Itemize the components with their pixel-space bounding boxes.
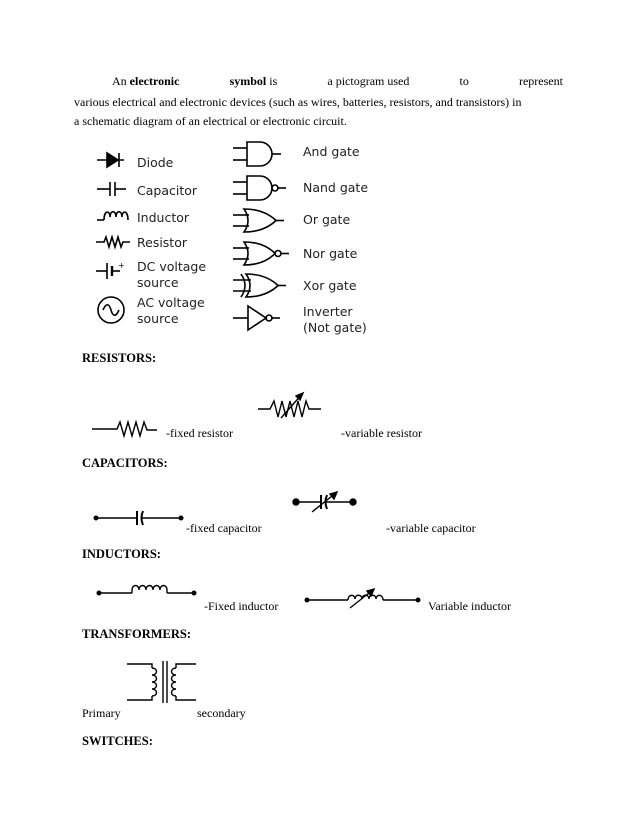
intro-line-3: a schematic diagram of an electrical or electronic circuit. [74,114,347,128]
legend-label-and-gate: And gate [303,144,360,159]
legend-label-inductor: Inductor [137,210,190,225]
fixed-inductor-icon [97,586,196,595]
fixed-resistor-icon [92,422,157,436]
intro-symbol: symbol is [229,74,278,88]
fixed-capacitor-icon [94,511,183,525]
heading-inductors: INDUCTORS: [82,547,161,561]
variable-inductor-icon [305,589,420,608]
legend-label-dc-source: DC voltage [137,259,207,274]
variable-resistor-label: -variable resistor [341,426,422,440]
legend-label-ac-source-2: source [137,311,179,326]
legend-label-nor-gate: Nor gate [303,246,358,261]
legend-label-ac-source: AC voltage [137,295,205,310]
dc-plus-sign: + [118,261,125,270]
intro-represent: represent [518,74,563,88]
intro-to: to [459,74,469,88]
legend-label-diode: Diode [137,155,174,170]
fixed-capacitor-label: -fixed capacitor [186,521,262,535]
fixed-resistor-label: -fixed resistor [166,426,233,440]
legend-label-resistor: Resistor [137,235,187,250]
fixed-inductor-label: -Fixed inductor [204,599,279,613]
primary-label: Primary [82,706,121,720]
variable-capacitor-label: -variable capacitor [386,521,476,535]
legend-label-inverter-2: (Not gate) [303,320,367,335]
heading-switches: SWITCHES: [82,734,153,748]
transformer-icon [127,661,196,703]
intro-pictogram: a pictogram used [327,74,410,88]
intro-line-2: various electrical and electronic devices (such as wires, batteries, resistors, and transistors) in [74,95,522,109]
intro-an: An electronic [112,74,180,88]
variable-capacitor-icon [293,492,356,512]
legend-label-capacitor: Capacitor [137,183,198,198]
heading-transformers: TRANSFORMERS: [82,627,192,641]
legend-label-dc-source-2: source [137,275,179,290]
heading-resistors: RESISTORS: [82,351,157,365]
legend-label-inverter: Inverter [303,304,353,319]
variable-inductor-label: Variable inductor [428,599,511,613]
legend-label-nand-gate: Nand gate [303,180,369,195]
intro-electronic: electronic [129,74,180,88]
legend-label-or-gate: Or gate [303,212,351,227]
legend-label-xor-gate: Xor gate [303,278,357,293]
secondary-label: secondary [197,706,246,720]
variable-resistor-icon [258,393,321,418]
heading-capacitors: CAPACITORS: [82,456,168,470]
